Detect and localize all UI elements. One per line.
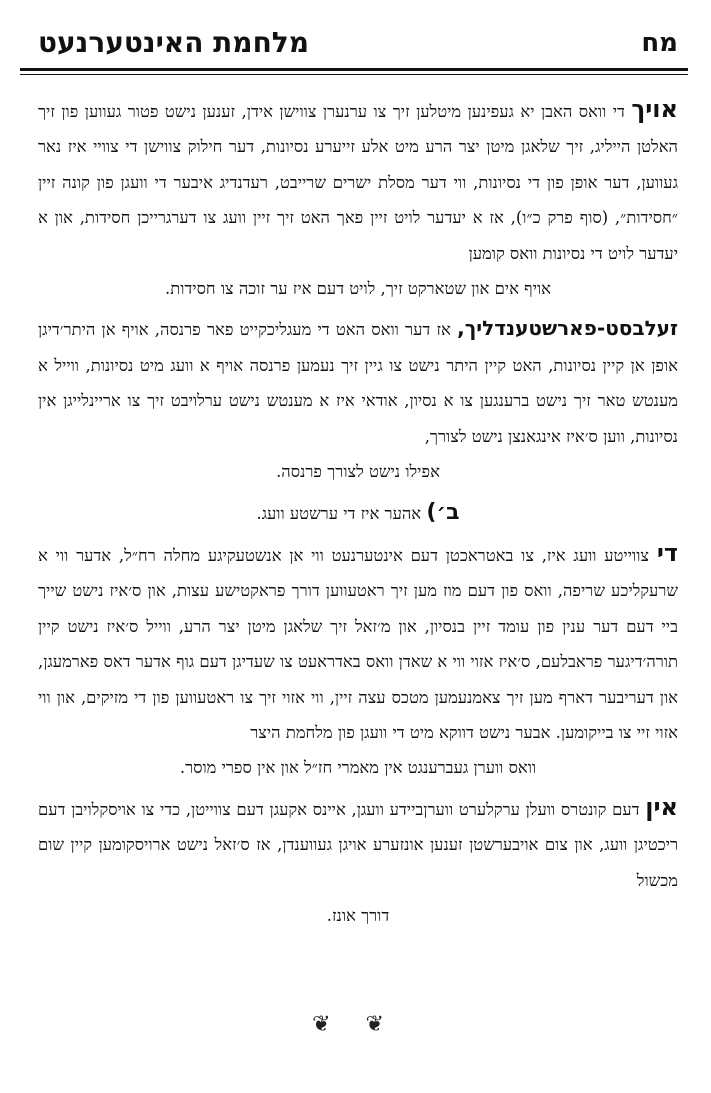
paragraph-2 — [38, 312, 678, 454]
page-header — [38, 22, 678, 64]
paragraph-3-lead-word: די — [656, 538, 678, 567]
paragraph-4-text: דעם קונטרס וועלן ערקלערט ווערןביידע וועגן, איינס אקעגן דעם צווייטן, כדי צו אויסקלויבן דעם ריכטיגן וועג, און צום אויבערשטן זענען אונזערע אויגן געווענדן, אז ס׳זאל נישט ארויסקומען קיין שום מכשול — [38, 799, 678, 890]
paragraph-1-lead-word: אויך — [631, 95, 678, 123]
paragraph-3-last-line: וואס ווערן געברענגט אין מאמרי חז״ל און אין ספרי מוסר. — [179, 758, 537, 778]
header-rule-thin — [20, 74, 688, 75]
header-rule-thick — [20, 68, 688, 71]
paragraph-3-text: צווייטע וועג איז, צו באטראכטן דעם אינטערנעט ווי אן אנשטעקיגע מחלה רח״ל, אדער ווי א שרעקליכע שריפה, וואס פון דעם מוז מען זיך ראטעווען דורך פראקטישע עצות, און ס׳איז נישט שייך ביי דעם דער ענין פון עומד זיין בנסיון, און מ׳זאל זיך שלאגן מיטן יצר הרע, ווייל ס׳איז נישט קיין תורה׳דיגער פראבלעם, ס׳איז אזוי ווי א שאדן וואס באדראעט צו שעדיגן דעם גוף אדער דאס פארמעגן, און דעריבער דארף מען זיך צאמנעמען מטכס עצה זיין, ווי אזוי זיך צו ראטעווען פון די מזיקים, און ווי אזוי זיי צו בייקומען. אבער נישט דווקא מיט די וועגן פון מלחמת היצר — [38, 545, 678, 742]
sub-heading-letter: ב׳) — [426, 500, 460, 526]
page-number: מח — [641, 28, 678, 58]
paragraph-1-text: די וואס האבן יא געפינען מיטלען זיך צו ערנערן צווישן אידן, זענען נישט פטור געווען פון זיך האלטן הייליג, זיך שלאגן מיטן יצר הרע מיט אלע זייערע נסיונות, דער חילוק צווישן די צוויי איז נאר געווען, דער אופן פון די נסיונות, ווי דער מסלת ישרים שרייבט, רעדנדיג איבער די וועגן פון קונה זיין ״חסידות״, (סוף פרק כ״ו), אז א יעדער לויט זיין פאך האט זיך זיין וועג צו דערגרייכן חסידות, און א יעדער לויט די נסיונות וואס קומען — [38, 102, 678, 263]
body-text — [38, 94, 678, 933]
paragraph-2-text: אז דער וואס האט די מעגליכקייט פאר פרנסה, אויף אן היתר׳דיגן אופן אן קיין נסיונות, האט קיין היתר נישט צו גיין זיך נעמען פרנסה אויף א וועג מיט נסיונות, ווייל א מענטש טאר זיך נישט ברענגען צו א נסיון, אודאי איז א מענטש נישט ערלויבט זיך צו אריינלייגן אין נסיונות, ווען ס׳איז אינגאנצן נישט לצורך, — [38, 320, 678, 446]
paragraph-1-last-line: אויף אים און שטארקט זיך, לויט דעם איז ער זוכה צו חסידות. — [165, 279, 551, 299]
paragraph-2-lead-phrase: זעלבסט-פארשטענדליך, — [457, 316, 678, 341]
sub-heading — [38, 495, 678, 531]
paragraph-4-last-line: דורך אונז. — [326, 905, 390, 925]
fleuron-ornament-icon: ❦ ❦ — [312, 1012, 398, 1037]
paragraph-2-last-line: אפילו נישט לצורך פרנסה. — [276, 462, 440, 482]
sub-heading-text: אהער איז די ערשטע וועג. — [256, 504, 422, 524]
paragraph-3 — [38, 538, 678, 750]
paragraph-1 — [38, 94, 678, 271]
paragraph-4-lead-word: אין — [645, 792, 678, 821]
running-title: מלחמת האינטערנעט — [38, 26, 310, 59]
paragraph-4 — [38, 792, 678, 898]
